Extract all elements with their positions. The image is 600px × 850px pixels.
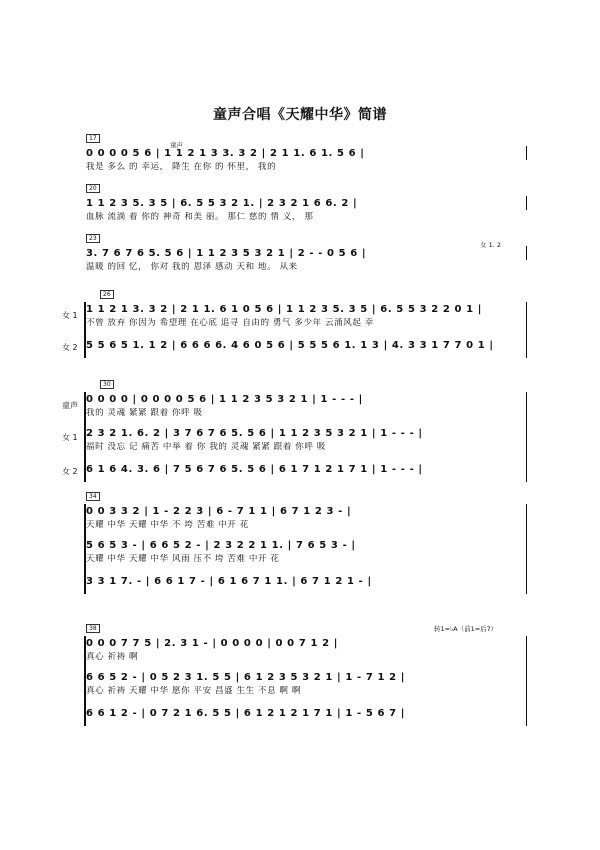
part-label: 童声 — [62, 401, 78, 410]
measure-number: 20 — [86, 184, 100, 193]
notes: 0 0 3 3 2 | 1 - 2 2 3 | 6 - 7 1 1 | 6 7 1 2 3 - | — [86, 506, 352, 517]
part-label-female12: 女 1. 2 — [480, 241, 501, 249]
bar-line — [526, 392, 527, 482]
part-label: 女 2 — [62, 467, 78, 476]
lyrics: 我的 灵魂 紧紧 跟着 你呼 吸 — [86, 408, 203, 418]
bar-line — [526, 246, 527, 260]
notes: 1 1 2 1 3. 3 2 | 2 1 1. 6 1 0 5 6 | 1 1 2 3 5. 3 5 | 6. 5 5 3 2 2 0 1 | — [86, 304, 483, 315]
part-label: 女 2 — [62, 343, 78, 352]
notes: 0 0 0 7 7 5 | 2. 3 1 - | 0 0 0 0 | 0 0 7 1 2 | — [86, 638, 338, 649]
page-title: 童声合唱《天耀中华》简谱 — [213, 107, 387, 123]
notes: 5 5 6 5 1. 1 2 | 6 6 6 6. 4 6 0 5 6 | 5 5 5 6 1. 1 3 | 4. 3 3 1 7 7 0 1 | — [86, 340, 494, 351]
lyrics: 我是 多么 的 幸运， 降生 在你 的 怀里， 我的 — [86, 162, 277, 172]
score-line — [86, 148, 526, 178]
measure-number: 17 — [86, 134, 100, 143]
notes: 0 0 0 0 5 6 | 1 1 2 1 3 3. 3 2 | 2 1 1. 6 1. 5 6 | — [86, 148, 365, 159]
score-line — [86, 506, 526, 536]
lyrics: 福时 没忘 记 痛苦 中举 着 你 我的 灵魂 紧紧 跟着 你呼 吸 — [86, 442, 326, 452]
notes: 3 3 1 7. - | 6 6 1 7 - | 6 1 6 7 1 1. | 6 7 1 2 1 - | — [86, 576, 372, 587]
score-line — [86, 540, 526, 570]
measure-number: 38 — [86, 624, 100, 633]
notes: 0 0 0 0 | 0 0 0 0 5 6 | 1 1 2 3 5 3 2 1 | 1 - - - | — [86, 394, 363, 405]
score-line — [86, 708, 526, 738]
notes: 1 1 2 3 5. 3 5 | 6. 5 5 3 2 1. | 2 3 2 1 6 6. 2 | — [86, 198, 358, 209]
lyrics: 天耀 中华 天耀 中华 风雨 压不 垮 苦难 中开 花 — [86, 554, 280, 564]
score-line — [86, 464, 526, 494]
key-change: 转1=♭A（前1=后7） — [434, 625, 498, 633]
score-line — [86, 576, 526, 606]
measure-number: 34 — [86, 492, 100, 501]
lyrics: 天耀 中华 天耀 中华 不 垮 苦难 中开 花 — [86, 520, 249, 530]
score-line — [86, 428, 526, 458]
notes: 3. 7 6 7 6 5. 5 6 | 1 1 2 3 5 3 2 1 | 2 - - 0 5 6 | — [86, 248, 367, 259]
bar-line — [526, 302, 527, 358]
notes: 5 6 5 3 - | 6 6 5 2 - | 2 3 2 2 1 1. | 7 6 5 3 - | — [86, 540, 356, 551]
lyrics: 血脉 流淌 着 你的 神奇 和美 丽。 那仁 慈的 情 义， 那 — [86, 212, 314, 222]
score-line — [86, 638, 526, 668]
bar-line — [526, 146, 527, 160]
part-label: 女 1 — [62, 311, 78, 320]
score-line — [86, 340, 526, 370]
part-label: 女 1 — [62, 433, 78, 442]
measure-number: 30 — [100, 380, 114, 389]
notes: 6 1 6 4. 3. 6 | 7 5 6 7 6 5. 5 6 | 6 1 7 1 2 1 7 1 | 1 - - - | — [86, 464, 423, 475]
lyrics: 不曾 放弃 你因为 希望理 在心底 追寻 自由的 勇气 多少年 云涌风起 幸 — [86, 318, 374, 328]
notes: 6 6 1 2 - | 0 7 2 1 6. 5 5 | 6 1 2 1 2 1 7 1 | 1 - 5 6 7 | — [86, 708, 406, 719]
bar-line — [526, 504, 527, 594]
score-line — [86, 248, 526, 278]
score-line — [86, 672, 526, 702]
notes: 6 6 5 2 - | 0 5 2 3 1. 5 5 | 6 1 2 3 5 3 2 1 | 1 - 7 1 2 | — [86, 672, 406, 683]
lyrics: 真心 祈祷 天耀 中华 愿你 平安 昌盛 生生 不息 啊 啊 — [86, 686, 302, 696]
notes: 2 3 2 1. 6. 2 | 3 7 6 7 6 5. 5 6 | 1 1 2 3 5 3 2 1 | 1 - - - | — [86, 428, 423, 439]
bar-line — [526, 196, 527, 210]
part-label-child: 童声 — [170, 141, 183, 149]
lyrics: 温暖 的回 忆， 你对 我的 恩泽 感动 天和 地。 从来 — [86, 262, 298, 272]
bar-line — [526, 636, 527, 726]
score-line — [86, 198, 526, 228]
score-line — [86, 394, 526, 424]
lyrics: 真心 祈祷 啊 — [86, 652, 139, 662]
score-line — [86, 304, 526, 334]
measure-number: 26 — [100, 290, 114, 299]
measure-number: 23 — [86, 234, 100, 243]
